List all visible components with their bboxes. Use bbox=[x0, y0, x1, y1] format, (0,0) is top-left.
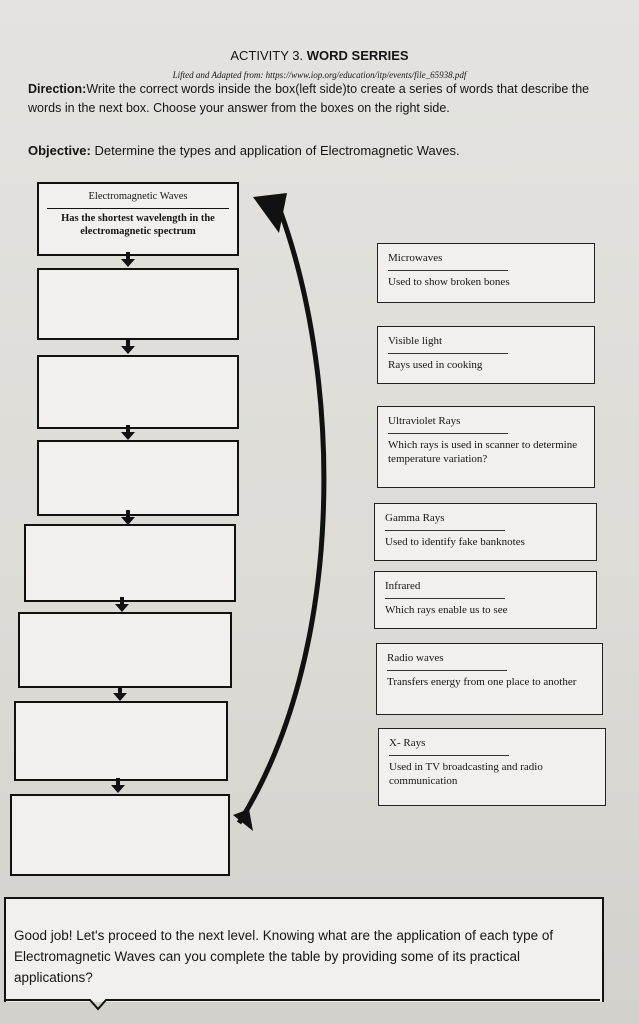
source-credit bbox=[0, 70, 639, 80]
choice-divider bbox=[389, 755, 509, 756]
choice-card[interactable] bbox=[374, 571, 597, 629]
activity-title bbox=[0, 48, 639, 63]
down-arrow-icon bbox=[119, 425, 137, 441]
objective-body: Determine the types and application of Electromagnetic Waves. bbox=[94, 143, 460, 158]
choice-name: X- Rays bbox=[389, 737, 426, 749]
blank-series-box[interactable] bbox=[24, 524, 236, 602]
objective-label: Objective: bbox=[28, 143, 91, 158]
series-box-1-divider bbox=[47, 208, 229, 209]
objective-text bbox=[28, 143, 613, 158]
choice-description: Transfers energy from one place to another bbox=[387, 676, 577, 688]
blank-series-box[interactable] bbox=[37, 440, 239, 516]
note-bottom-edge bbox=[0, 995, 606, 1019]
blank-series-box[interactable] bbox=[14, 701, 228, 781]
blank-series-box[interactable] bbox=[37, 355, 239, 429]
series-box-1-description: Has the shortest wavelength in the electromagnetic spectrum bbox=[61, 213, 215, 237]
blank-series-box[interactable] bbox=[18, 612, 232, 688]
choice-divider bbox=[388, 270, 508, 271]
choice-divider bbox=[388, 433, 508, 434]
choice-divider bbox=[388, 353, 508, 354]
choice-divider bbox=[385, 530, 505, 531]
choice-card[interactable] bbox=[377, 326, 595, 384]
loop-arrow-icon bbox=[225, 185, 345, 835]
next-level-text: Good job! Let's proceed to the next level. Knowing what are the application of each type of Electromagnetic Waves can you complete the table by providing some of its practical applications? bbox=[14, 928, 554, 985]
choice-description: Used to identify fake banknotes bbox=[385, 536, 525, 548]
choice-card[interactable] bbox=[376, 643, 603, 715]
choice-card[interactable] bbox=[377, 243, 595, 303]
activity-name: WORD SERRIES bbox=[306, 48, 409, 63]
down-arrow-icon bbox=[113, 597, 131, 613]
direction-text bbox=[28, 80, 613, 118]
activity-number: ACTIVITY 3. bbox=[230, 48, 304, 63]
next-level-note bbox=[4, 897, 604, 1002]
choice-card[interactable] bbox=[377, 406, 595, 488]
blank-series-box[interactable] bbox=[10, 794, 230, 876]
choice-name: Visible light bbox=[388, 335, 443, 347]
down-arrow-icon bbox=[111, 686, 129, 702]
choice-card[interactable] bbox=[374, 503, 597, 561]
direction-body: Write the correct words inside the box(left side)to create a series of words that describe the words in the next box. Choose your answer from the boxes on the right side. bbox=[28, 82, 590, 115]
choice-name: Gamma Rays bbox=[385, 512, 445, 524]
choice-description: Used to show broken bones bbox=[388, 276, 510, 288]
source-prefix: Lifted and Adapted from: bbox=[172, 70, 264, 80]
series-box-1 bbox=[37, 182, 239, 256]
down-arrow-icon bbox=[119, 339, 137, 355]
choice-name: Radio waves bbox=[387, 652, 444, 664]
choice-card[interactable] bbox=[378, 728, 606, 806]
choice-description: Used in TV broadcasting and radio communication bbox=[389, 761, 543, 787]
direction-label: Direction: bbox=[28, 82, 87, 96]
down-arrow-icon bbox=[109, 778, 127, 794]
choice-description: Which rays enable us to see bbox=[385, 604, 508, 616]
source-url[interactable]: https://www.iop.org/education/itp/events/file_65938.pdf bbox=[265, 70, 467, 80]
choice-name: Microwaves bbox=[388, 252, 443, 264]
choice-name: Infrared bbox=[385, 580, 421, 592]
choice-divider bbox=[385, 598, 505, 599]
down-arrow-icon bbox=[119, 252, 137, 268]
choice-divider bbox=[387, 670, 507, 671]
choice-description: Rays used in cooking bbox=[388, 359, 483, 371]
blank-series-box[interactable] bbox=[37, 268, 239, 340]
choice-description: Which rays is used in scanner to determine temperature variation? bbox=[388, 439, 578, 465]
series-box-1-title: Electromagnetic Waves bbox=[88, 191, 188, 202]
choice-name: Ultraviolet Rays bbox=[388, 415, 461, 427]
